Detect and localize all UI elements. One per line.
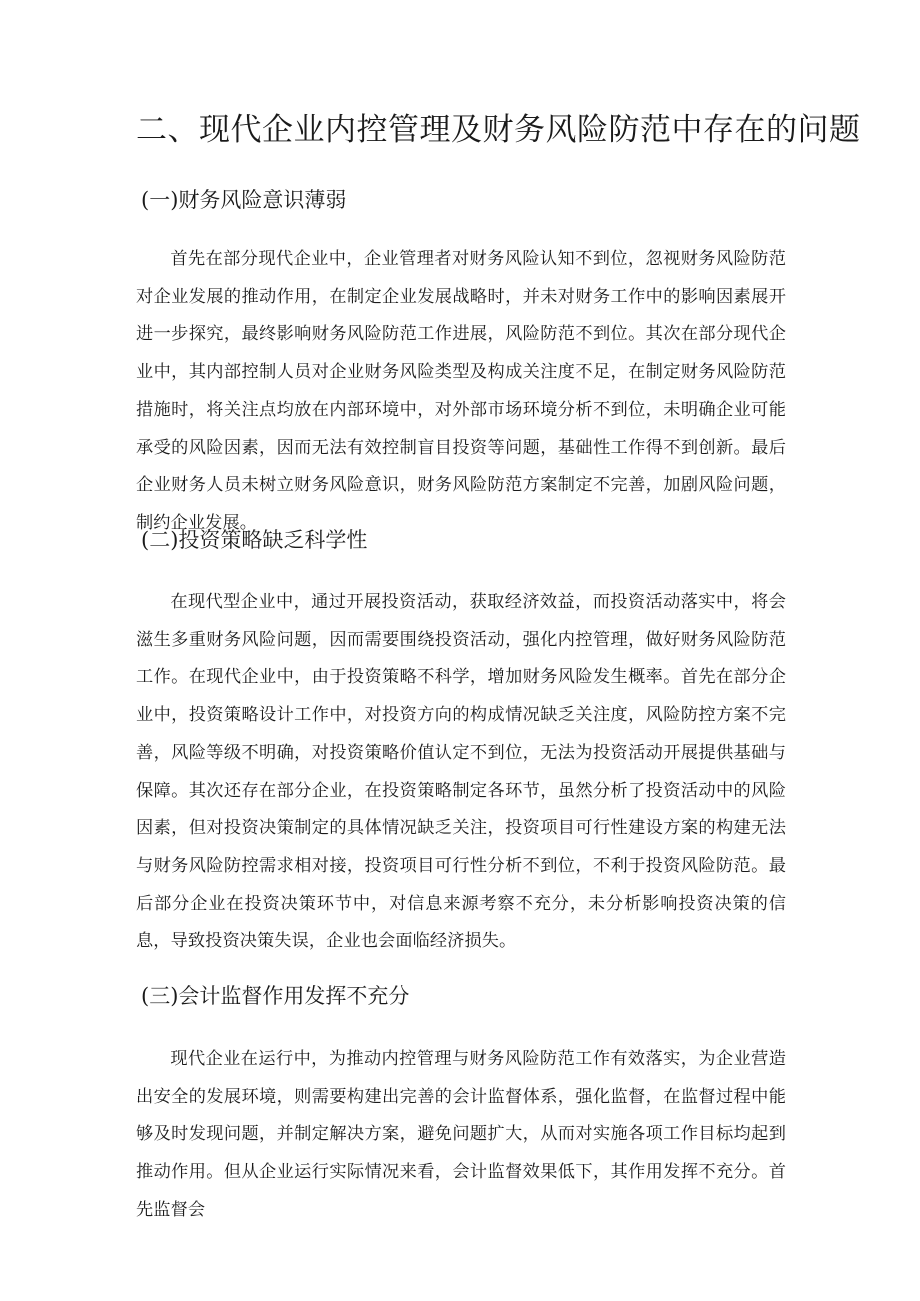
section-heading-1: (一)财务风险意识薄弱 [141,188,347,212]
section-paragraph-3: 现代企业在运行中，为推动内控管理与财务风险防范工作有效落实，为企业营造出安全的发展环境，则需要构建出完善的会计监督体系，强化监督，在监督过程中能够及时发现问题，并制定解决方案，避免问题扩大，从而对实施各项工作目标均起到推动作用。但从企业运行实际情况来看，会计监督效果低下，其作用发挥不充分。首先监督会 [136,1049,786,1220]
section-heading-3: (三)会计监督作用发挥不充分 [141,984,410,1008]
section-heading-2: (二)投资策略缺乏科学性 [141,528,368,552]
section-paragraph-2: 在现代型企业中，通过开展投资活动，获取经济效益，而投资活动落实中，将会滋生多重财务风险问题，因而需要围绕投资活动，强化内控管理，做好财务风险防范工作。在现代企业中，由于投资策略不科学，增加财务风险发生概率。首先在部分企业中，投资策略设计工作中，对投资方向的构成情况缺乏关注度，风险防控方案不完善，风险等级不明确，对投资策略价值认定不到位，无法为投资活动开展提供基础与保障。其次还存在部分企业，在投资策略制定各环节，虽然分析了投资活动中的风险因素，但对投资决策制定的具体情况缺乏关注，投资项目可行性建设方案的构建无法与财务风险防控需求相对接，投资项目可行性分析不到位，不利于投资风险防范。最后部分企业在投资决策环节中，对信息来源考察不充分，未分析影响投资决策的信息，导致投资决策失误，企业也会面临经济损失。 [136,592,786,952]
document-title: 二、现代企业内控管理及财务风险防范中存在的问题 [136,112,861,148]
section-paragraph-1: 首先在部分现代企业中，企业管理者对财务风险认知不到位，忽视财务风险防范对企业发展的推动作用，在制定企业发展战略时，并未对财务工作中的影响因素展开进一步探究，最终影响财务风险防范工作进展，风险防范不到位。其次在部分现代企业中，其内部控制人员对企业财务风险类型及构成关注度不足，在制定财务风险防范措施时，将关注点均放在内部环境中，对外部市场环境分析不到位，未明确企业可能承受的风险因素，因而无法有效控制盲目投资等问题，基础性工作得不到创新。最后企业财务人员未树立财务风险意识，财务风险防范方案制定不完善，加剧风险问题，制约企业发展。 [136,249,786,533]
